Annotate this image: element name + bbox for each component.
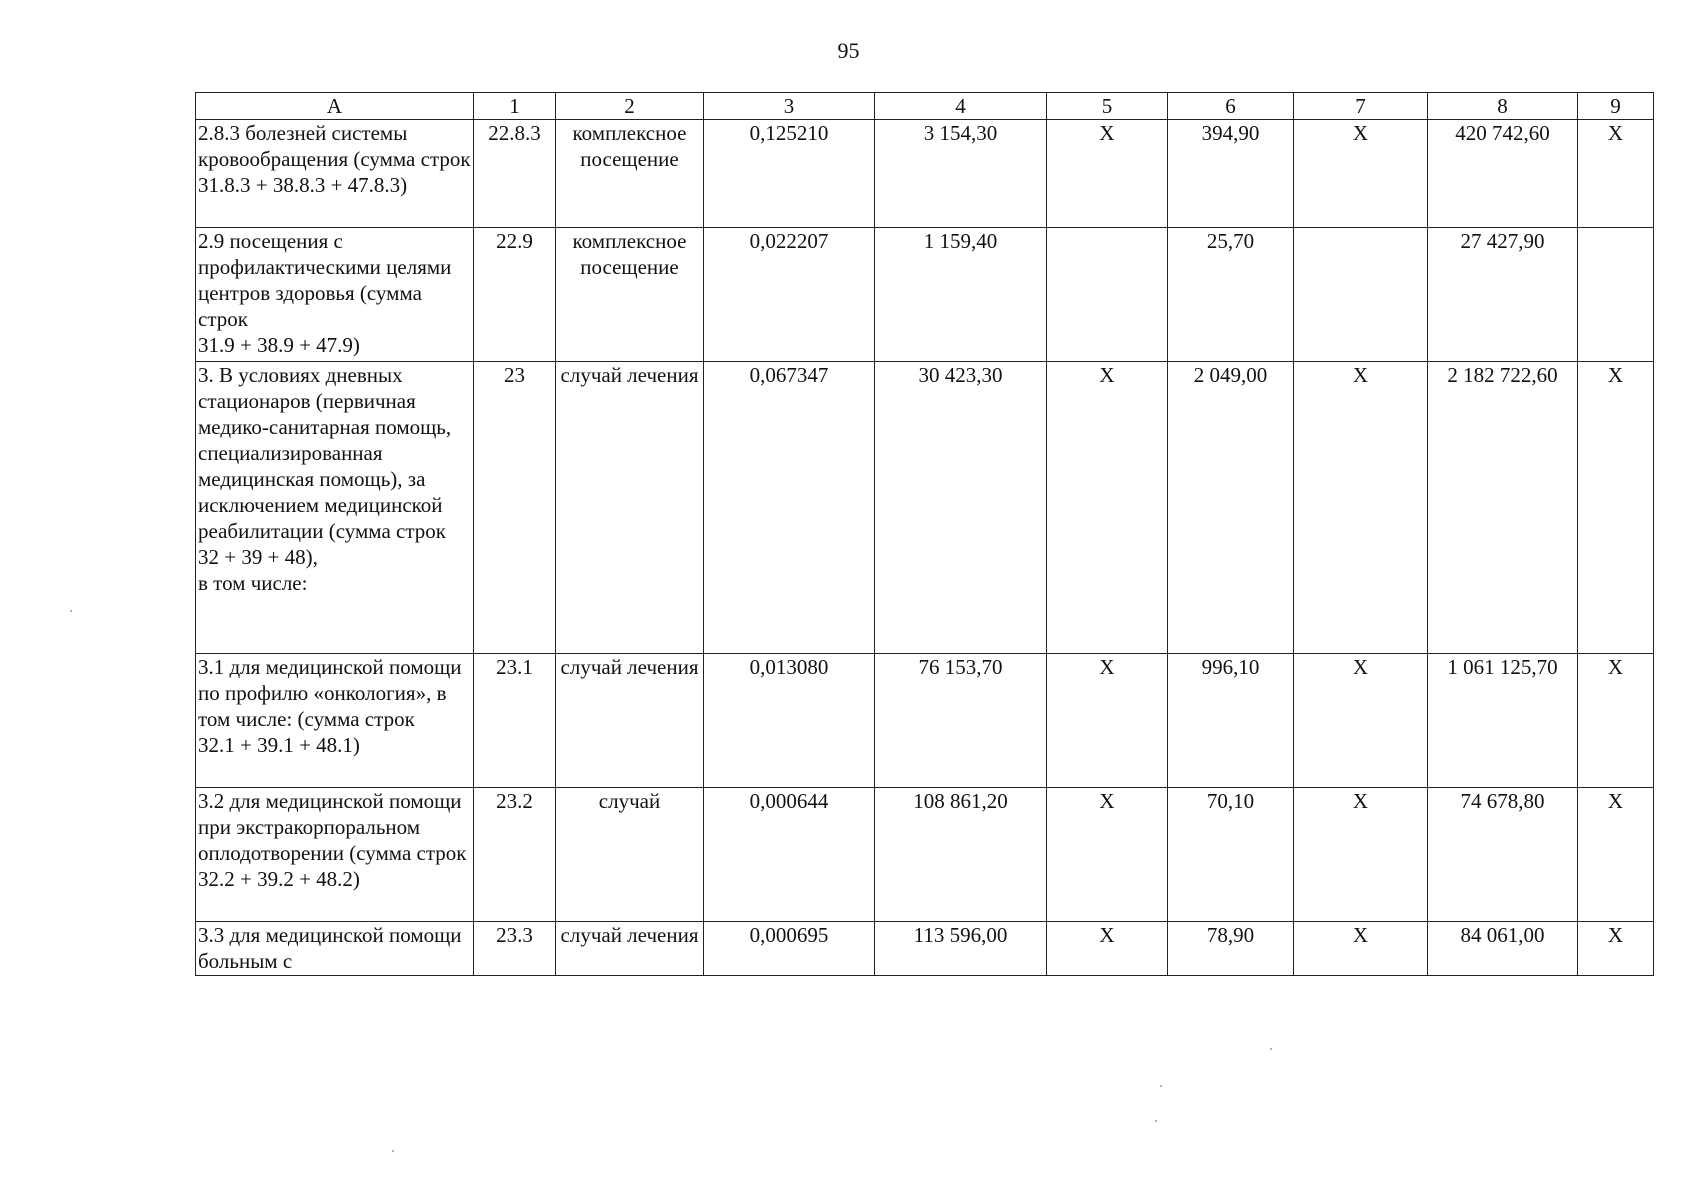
cell-col8: 2 182 722,60 <box>1428 362 1578 654</box>
row-name: 3. В условиях дневных стационаров (первичная медико-санитарная помощь, специализированная медицинская помощь), за исключением медицинской реабилитации (сумма строк 32 + 39 + 48), в том числе: <box>196 362 474 654</box>
row-name: 2.9 посещения с профилактическими целями центров здоровья (сумма строк 31.9 + 38.9 + 47.9) <box>196 228 474 362</box>
cell-col3: 0,067347 <box>704 362 875 654</box>
cell-col8: 1 061 125,70 <box>1428 654 1578 788</box>
cell-col9: X <box>1578 120 1654 228</box>
cell-col8: 84 061,00 <box>1428 922 1578 976</box>
cell-col3: 0,000644 <box>704 788 875 922</box>
cell-col3: 0,022207 <box>704 228 875 362</box>
cell-col6: 996,10 <box>1168 654 1294 788</box>
col-header-8: 8 <box>1428 93 1578 120</box>
scan-speck <box>1270 1048 1272 1050</box>
col-header-2: 2 <box>556 93 704 120</box>
table-row <box>196 922 1654 976</box>
cell-col4: 76 153,70 <box>875 654 1047 788</box>
cell-col9: X <box>1578 788 1654 922</box>
scan-speck <box>392 1150 394 1152</box>
cell-col9: X <box>1578 654 1654 788</box>
table-row <box>196 654 1654 788</box>
cell-col5: X <box>1047 362 1168 654</box>
cell-col5: X <box>1047 922 1168 976</box>
row-line-number: 23.2 <box>474 788 556 922</box>
row-unit: комплексное посещение <box>556 228 704 362</box>
cell-col8: 74 678,80 <box>1428 788 1578 922</box>
row-line-number: 22.9 <box>474 228 556 362</box>
table-row <box>196 788 1654 922</box>
cell-col5 <box>1047 228 1168 362</box>
row-name: 3.2 для медицинской помощи при экстракорпоральном оплодотворении (сумма строк 32.2 + 39.2 + 48.2) <box>196 788 474 922</box>
cell-col7: X <box>1294 120 1428 228</box>
cell-col6: 78,90 <box>1168 922 1294 976</box>
cell-col6: 25,70 <box>1168 228 1294 362</box>
cell-col3: 0,000695 <box>704 922 875 976</box>
cell-col7: X <box>1294 654 1428 788</box>
table-row <box>196 362 1654 654</box>
col-header-9: 9 <box>1578 93 1654 120</box>
header-row <box>196 93 1654 120</box>
row-line-number: 22.8.3 <box>474 120 556 228</box>
cell-col8: 420 742,60 <box>1428 120 1578 228</box>
cell-col7: X <box>1294 362 1428 654</box>
col-header-a: А <box>196 93 474 120</box>
cell-col8: 27 427,90 <box>1428 228 1578 362</box>
scan-speck <box>1155 1120 1157 1122</box>
table-row <box>196 228 1654 362</box>
col-header-1: 1 <box>474 93 556 120</box>
cell-col4: 108 861,20 <box>875 788 1047 922</box>
cell-col6: 70,10 <box>1168 788 1294 922</box>
cell-col5: X <box>1047 120 1168 228</box>
scan-speck <box>70 610 72 612</box>
cell-col7: X <box>1294 922 1428 976</box>
cell-col5: X <box>1047 654 1168 788</box>
row-line-number: 23.1 <box>474 654 556 788</box>
data-table <box>195 92 1654 976</box>
row-name: 3.3 для медицинской помощи больным с <box>196 922 474 976</box>
row-line-number: 23 <box>474 362 556 654</box>
scan-speck <box>1160 1085 1162 1087</box>
cell-col5: X <box>1047 788 1168 922</box>
row-name: 2.8.3 болезней системы кровообращения (сумма строк 31.8.3 + 38.8.3 + 47.8.3) <box>196 120 474 228</box>
cell-col9: X <box>1578 922 1654 976</box>
cell-col6: 394,90 <box>1168 120 1294 228</box>
cell-col4: 1 159,40 <box>875 228 1047 362</box>
col-header-4: 4 <box>875 93 1047 120</box>
cell-col4: 30 423,30 <box>875 362 1047 654</box>
col-header-5: 5 <box>1047 93 1168 120</box>
row-unit: комплексное посещение <box>556 120 704 228</box>
col-header-6: 6 <box>1168 93 1294 120</box>
cell-col9: X <box>1578 362 1654 654</box>
cell-col4: 3 154,30 <box>875 120 1047 228</box>
cell-col7 <box>1294 228 1428 362</box>
cell-col6: 2 049,00 <box>1168 362 1294 654</box>
col-header-7: 7 <box>1294 93 1428 120</box>
page-number: 95 <box>837 38 860 63</box>
row-unit: случай <box>556 788 704 922</box>
cell-col3: 0,013080 <box>704 654 875 788</box>
row-unit: случай лечения <box>556 654 704 788</box>
cell-col9 <box>1578 228 1654 362</box>
row-name: 3.1 для медицинской помощи по профилю «онкология», в том числе: (сумма строк 32.1 + 39.1 + 48.1) <box>196 654 474 788</box>
col-header-3: 3 <box>704 93 875 120</box>
cell-col3: 0,125210 <box>704 120 875 228</box>
table-row <box>196 120 1654 228</box>
cell-col4: 113 596,00 <box>875 922 1047 976</box>
cell-col7: X <box>1294 788 1428 922</box>
row-unit: случай лечения <box>556 362 704 654</box>
row-line-number: 23.3 <box>474 922 556 976</box>
row-unit: случай лечения <box>556 922 704 976</box>
